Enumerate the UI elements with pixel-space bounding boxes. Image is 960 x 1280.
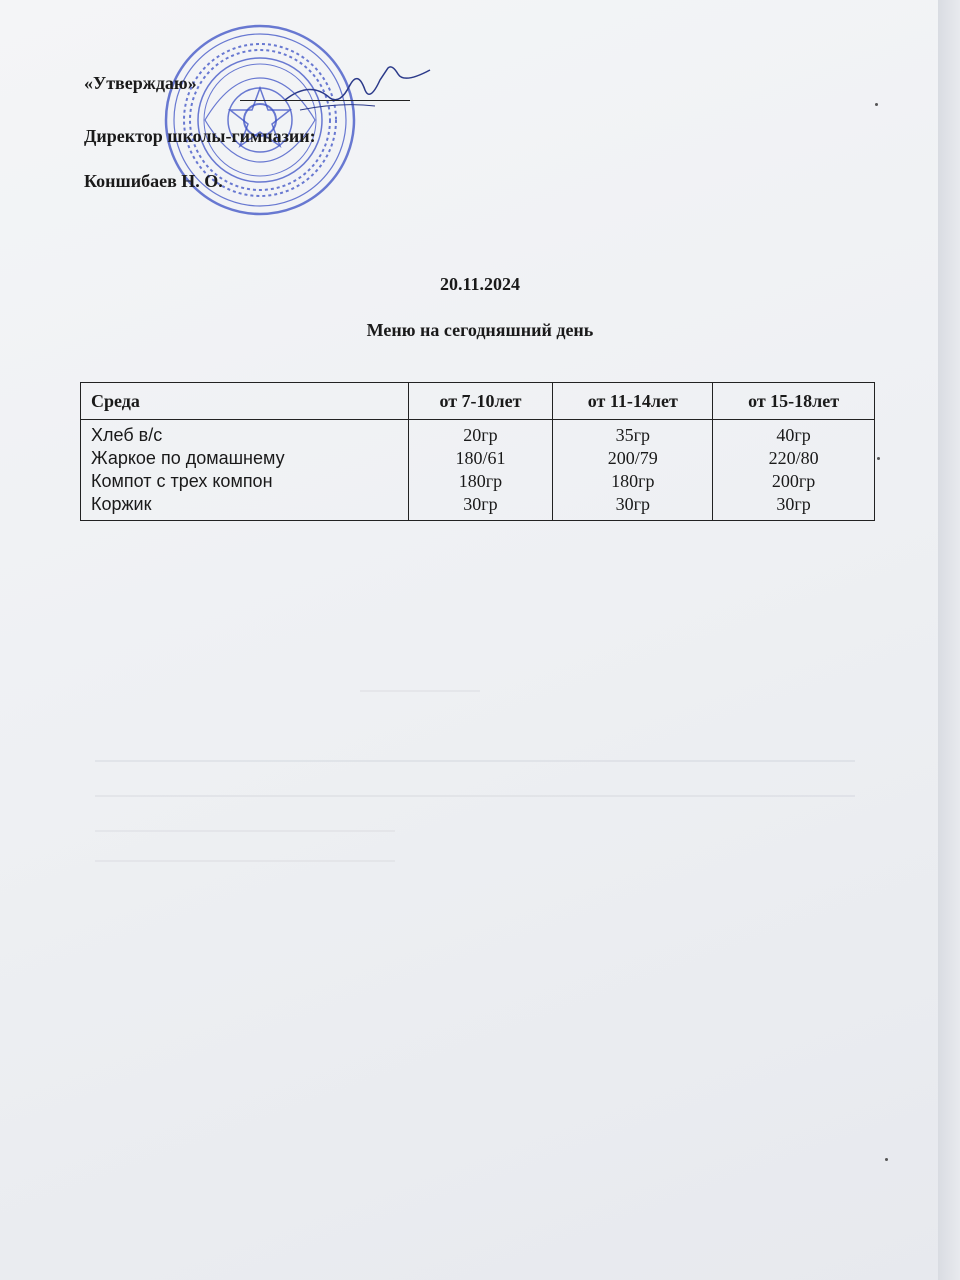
portions-15-18 [713, 420, 875, 521]
speck [875, 103, 878, 106]
portion-value: 30гр [463, 494, 498, 514]
menu-header-row [81, 383, 875, 420]
portion-value: 220/80 [768, 448, 819, 468]
header-age-7-10: от 7-10лет [408, 383, 553, 420]
header-age-15-18: от 15-18лет [713, 383, 875, 420]
menu-body-row [81, 420, 875, 521]
header-age-11-14: от 11-14лет [553, 383, 713, 420]
dish-item: Коржик [91, 494, 152, 514]
dish-item: Хлеб в/с [91, 425, 163, 445]
director-name: Коншибаев Н. О. [84, 171, 223, 191]
dish-item: Жаркое по домашнему [91, 448, 285, 468]
signature-line [240, 100, 410, 101]
portion-value: 30гр [615, 494, 650, 514]
approval-heading: «Утверждаю» [84, 73, 197, 93]
portion-value: 20гр [463, 425, 498, 445]
header-day: Среда [81, 383, 409, 420]
paper-edge [938, 0, 960, 1280]
portion-value: 35гр [615, 425, 650, 445]
portion-value: 180гр [458, 471, 503, 491]
portion-value: 200гр [771, 471, 816, 491]
portion-value: 30гр [776, 494, 811, 514]
speck [885, 1158, 888, 1161]
portions-11-14 [553, 420, 713, 521]
speck [877, 457, 880, 460]
document-date: 20.11.2024 [439, 274, 520, 294]
document-title: Меню на сегодняшний день [366, 320, 594, 340]
director-title: Директор школы-гимназии: [84, 126, 316, 146]
portion-value: 200/79 [607, 448, 658, 468]
menu-table [80, 382, 875, 521]
dish-list [81, 420, 409, 521]
portion-value: 180/61 [455, 448, 506, 468]
portion-value: 40гр [776, 425, 811, 445]
portions-7-10 [408, 420, 553, 521]
dish-item: Компот с трех компон [91, 471, 273, 491]
portion-value: 180гр [611, 471, 655, 491]
